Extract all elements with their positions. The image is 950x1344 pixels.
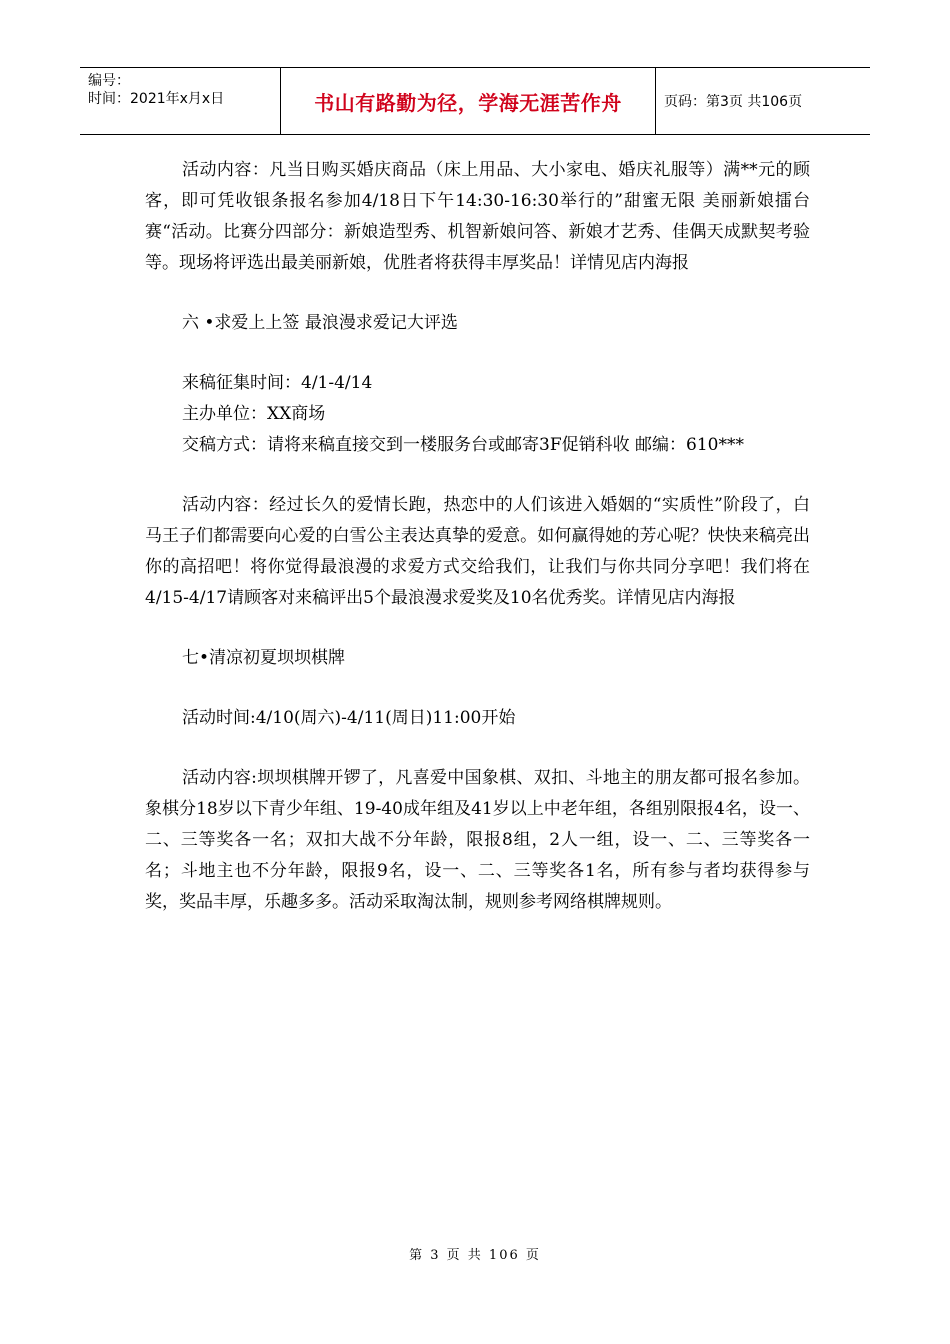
section-heading-6: 六 •求爱上上签 最浪漫求爱记大评选: [182, 313, 458, 333]
page-footer: 第 3 页 共 106 页: [409, 1248, 541, 1263]
header-motto: 书山有路勤为径，学海无涯苦作舟: [281, 68, 656, 134]
organizer: 主办单位：XX商场: [182, 404, 326, 424]
paragraph-chess-activity: 活动内容:坝坝棋牌开锣了，凡喜爱中国象棋、双扣、斗地主的朋友都可报名参加。象棋分18岁以下青少年组、19-40成年组及41岁以上中老年组，各组别限报4名，设一、二、三等奖各一名；双扣大战不分年龄，限报8组，2人一组，设一、二、三等奖各一名；斗地主也不分年龄，限报9名，设一、二、三等奖各1名，所有参与者均获得参与奖，奖品丰厚，乐趣多多。活动采取淘汰制，规则参考网络棋牌规则。: [145, 768, 810, 912]
header-meta: [80, 68, 281, 134]
section-heading-7: 七•清凉初夏坝坝棋牌: [182, 648, 346, 668]
document-body: [145, 155, 810, 918]
number-label: 编号：: [88, 73, 130, 89]
submission-method: 交稿方式：请将来稿直接交到一楼服务台或邮寄3F促销科收 邮编：610***: [182, 435, 744, 455]
page-header: [80, 67, 870, 135]
paragraph-romance-activity: 活动内容：经过长久的爱情长跑，热恋中的人们该进入婚姻的“实质性”阶段了，白马王子们都需要向心爱的白雪公主表达真挚的爱意。如何赢得她的芳心呢？快快来稿亮出你的高招吧！将你觉得最浪漫的求爱方式交给我们，让我们与你共同分享吧！我们将在4/15-4/17请顾客对来稿评出5个最浪漫求爱奖及10名优秀奖。详情见店内海报: [145, 495, 810, 608]
paragraph-wedding-activity: 活动内容：凡当日购买婚庆商品（床上用品、大小家电、婚庆礼服等）满**元的顾客，即可凭收银条报名参加4/18日下午14:30-16:30举行的”甜蜜无限 美丽新娘擂台赛“活动。比赛分四部分：新娘造型秀、机智新娘问答、新娘才艺秀、佳偶天成默契考验等。现场将评选出最美丽新娘，优胜者将获得丰厚奖品！详情见店内海报: [145, 160, 810, 273]
activity-time: 活动时间:4/10(周六)-4/11(周日)11:00开始: [182, 708, 516, 728]
header-page-info: 页码：第3页 共106页: [664, 94, 803, 110]
date-label: 时间：2021年x月x日: [88, 91, 225, 107]
submission-period: 来稿征集时间：4/1-4/14: [182, 373, 373, 393]
